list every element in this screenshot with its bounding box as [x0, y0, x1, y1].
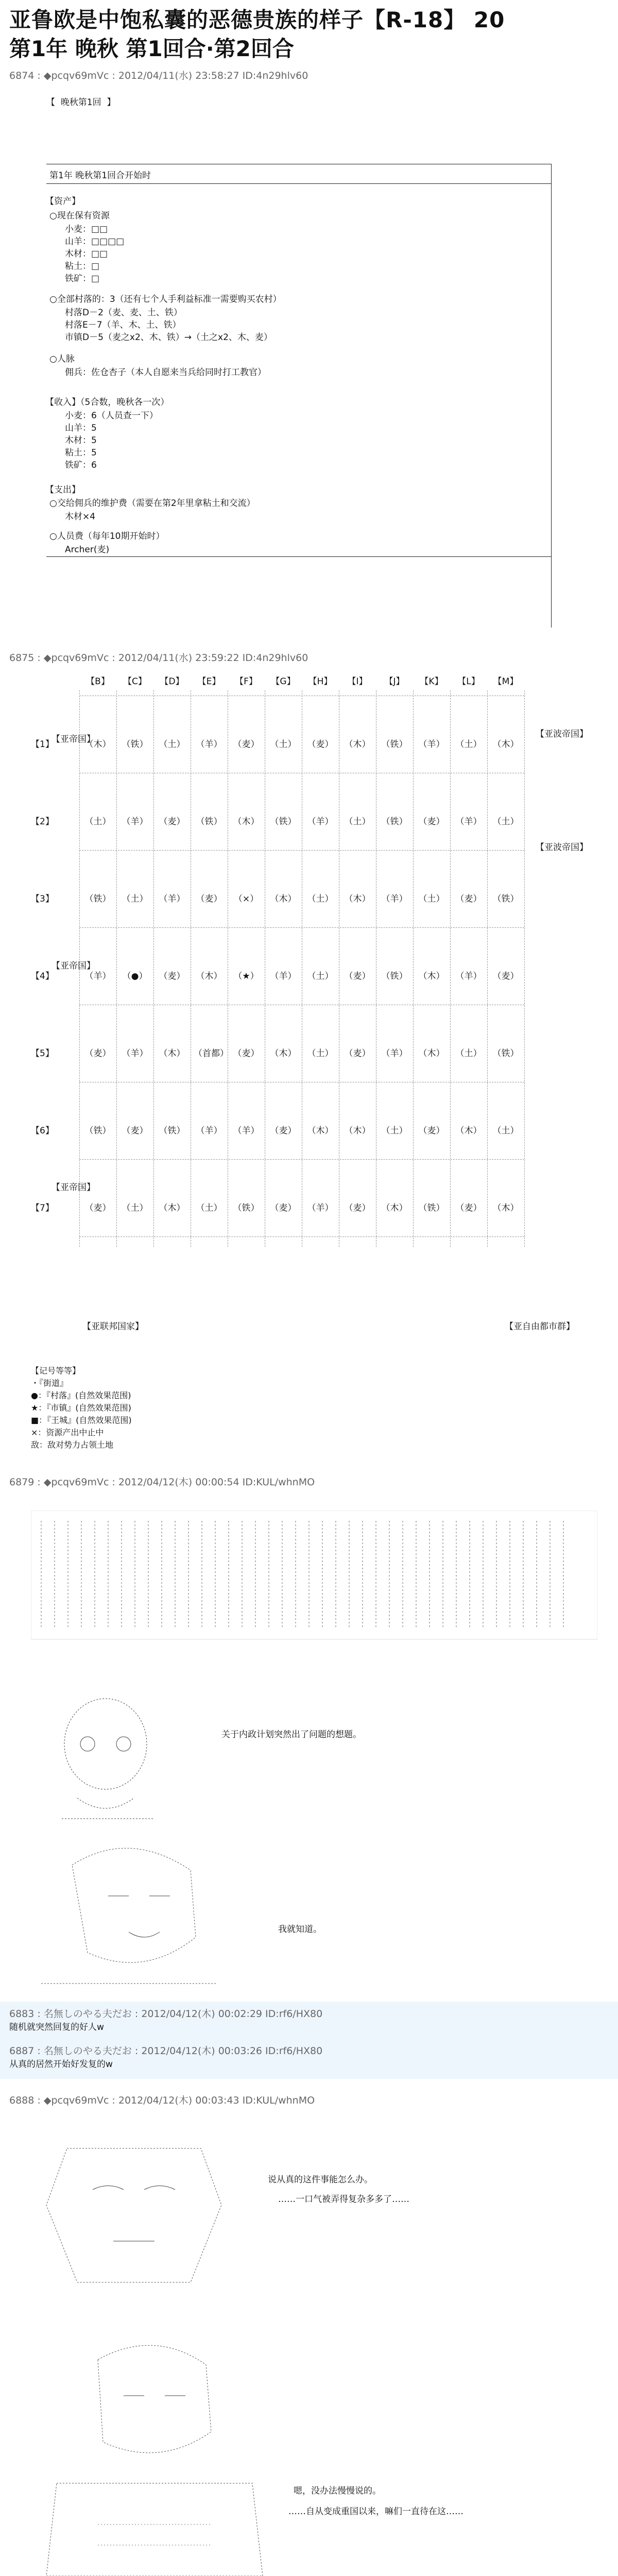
map-tile: （木）: [159, 1203, 185, 1213]
map-column-header: 【I】: [347, 676, 368, 687]
legend-line: ・『街道』: [31, 1378, 68, 1388]
resource-line: 粘土：□: [65, 261, 100, 272]
map-tile: （麦）: [455, 894, 482, 904]
map-grid-line: [79, 927, 524, 928]
map-tile: （木）: [270, 1048, 297, 1059]
map-column-header: 【G】: [271, 676, 296, 687]
map-tile: （土）: [196, 1203, 222, 1213]
map-row-header: 【1】: [31, 739, 54, 750]
map-grid-line: [116, 690, 117, 1247]
map-tile: （铁）: [418, 1203, 445, 1213]
map-tile: （木）: [84, 739, 111, 750]
legend-line: ●：『村落』(自然效果范围): [31, 1391, 131, 1400]
expense-line: 木材×4: [65, 512, 96, 522]
map-tile: （羊）: [122, 1048, 148, 1059]
map-tile: （铁）: [122, 739, 148, 750]
divider: [46, 183, 551, 184]
map-tile: （麦）: [270, 1126, 297, 1136]
section-title: 第1年 晚秋第1回合开始时: [49, 171, 151, 181]
expense-line: ○人员费（每年10期开始时）: [49, 531, 165, 541]
post-header: 6887 : 名無しのやる夫だお : 2012/04/12(木) 00:03:26 ID:rf6/HX80: [9, 2045, 323, 2057]
map-tile: （●）: [122, 971, 148, 981]
map-tile: （铁）: [196, 817, 222, 827]
map-tile: （麦）: [344, 1203, 371, 1213]
map-tile: （木）: [492, 739, 519, 750]
map-tile: （麦）: [159, 817, 185, 827]
page-title: 亚鲁欧是中饱私囊的恶德贵族的样子【R-18】 20: [9, 7, 505, 32]
region-label: 【亚帝国】: [52, 734, 95, 744]
post-header: 6888 : ◆pcqv69mVc : 2012/04/12(木) 00:03:43 ID:KUL/whnMO: [9, 2095, 315, 2106]
map-tile: （铁）: [233, 1203, 260, 1213]
map-column-header: 【H】: [308, 676, 333, 687]
post-header: 6883 : 名無しのやる夫だお : 2012/04/12(木) 00:02:29 ID:rf6/HX80: [9, 2008, 323, 2020]
map-tile: （土）: [492, 1126, 519, 1136]
map-tile: （麦）: [344, 1048, 371, 1059]
map-column-header: 【C】: [123, 676, 147, 687]
map-tile: （麦）: [418, 817, 445, 827]
map-tile: （羊）: [455, 817, 482, 827]
map-column-header: 【K】: [420, 676, 443, 687]
map-tile: （土）: [418, 894, 445, 904]
face-ascii-art: [36, 2128, 232, 2298]
map-column-header: 【D】: [160, 676, 184, 687]
resources-heading: 【资产】: [45, 196, 80, 207]
resource-line: 木材：□□: [65, 249, 108, 259]
map-tile: （羊）: [418, 739, 445, 750]
map-tile: （羊）: [381, 1048, 408, 1059]
dialogue-text: 我就知道。: [278, 1924, 322, 1935]
legend-heading: 【记号等等】: [31, 1366, 81, 1376]
region-label: 【亚波帝国】: [536, 729, 588, 739]
map-grid-line: [79, 1236, 524, 1237]
dialogue-text: ……一口气被弄得复杂多多了……: [278, 2194, 409, 2205]
map-tile: （铁）: [159, 1126, 185, 1136]
map-tile: （木）: [344, 1126, 371, 1136]
map-tile: （麦）: [455, 1203, 482, 1213]
map-tile: （土）: [159, 739, 185, 750]
map-tile: （土）: [307, 1048, 334, 1059]
resource-line: 铁矿：□: [65, 274, 100, 284]
map-tile: （木）: [344, 739, 371, 750]
harvest-line: 铁矿：6: [65, 460, 97, 470]
map-tile: （土）: [455, 739, 482, 750]
map-column-header: 【F】: [235, 676, 258, 687]
map-row-header: 【4】: [31, 971, 54, 981]
map-row-header: 【6】: [31, 1126, 54, 1136]
map-tile: （木）: [307, 1126, 334, 1136]
income-line: 村落D－2（麦、麦、土、铁）: [65, 308, 182, 318]
map-column-header: 【M】: [493, 676, 519, 687]
divider: [551, 164, 552, 628]
map-grid-line: [79, 1159, 524, 1160]
post-header: 6875 : ◆pcqv69mVc : 2012/04/11(水) 23:59:22 ID:4n29hlv60: [9, 652, 308, 664]
map-tile: （土）: [122, 894, 148, 904]
map-grid-line: [153, 690, 154, 1247]
map-tile: （麦）: [270, 1203, 297, 1213]
harvest-line: 山羊：5: [65, 423, 97, 433]
map-tile: （麦）: [84, 1048, 111, 1059]
harvest-heading: 【收入】（5合数，晚秋各一次）: [45, 397, 169, 408]
map-tile: （麦）: [344, 971, 371, 981]
harvest-line: 粘土：5: [65, 448, 97, 458]
map-tile: （木）: [270, 894, 297, 904]
map-tile: （羊）: [307, 1203, 334, 1213]
map-tile: （土）: [381, 1126, 408, 1136]
crowd-ascii-art: [31, 1511, 597, 1645]
map-tile: （羊）: [381, 894, 408, 904]
map-column-header: 【J】: [384, 676, 405, 687]
map-tile: （羊）: [196, 1126, 222, 1136]
map-column-header: 【B】: [86, 676, 110, 687]
divider: [46, 556, 551, 557]
page-subtitle: 第1年 晚秋 第1回合·第2回合: [9, 36, 294, 61]
income-heading: ○全部村落的：3（还有七个人手利益标准一需要购买农村）: [49, 294, 282, 304]
map-tile: （木）: [418, 1048, 445, 1059]
post-header: 6874 : ◆pcqv69mVc : 2012/04/11(水) 23:58:27 ID:4n29hlv60: [9, 70, 308, 81]
map-tile: （铁）: [84, 894, 111, 904]
map-tile: （土）: [307, 894, 334, 904]
map-tile: （麦）: [159, 971, 185, 981]
map-tile: （木）: [233, 817, 260, 827]
map-grid-line: [524, 690, 525, 1247]
map-tile: （铁）: [492, 894, 519, 904]
map-tile: （麦）: [418, 1126, 445, 1136]
map-column-header: 【E】: [197, 676, 221, 687]
region-label: 【亚波帝国】: [536, 842, 588, 853]
map-tile: （羊）: [270, 971, 297, 981]
harvest-line: 小麦：6（人员查一下）: [65, 411, 158, 421]
legend-line: ■：『王城』(自然效果范围): [31, 1415, 132, 1425]
region-label: 【亚帝国】: [52, 961, 95, 971]
box-title: 【 晚秋第1回 】: [46, 97, 116, 108]
map-tile: （麦）: [84, 1203, 111, 1213]
comment-text: 从真的居然开始好发复的w: [9, 2059, 113, 2070]
map-tile: （麦）: [233, 1048, 260, 1059]
map-row-header: 【7】: [31, 1203, 54, 1213]
income-line: 市镇D－5（麦之x2、木、铁）→（土之x2、木、麦）: [65, 332, 272, 343]
comment-text: 随机就突然回复的好人w: [9, 2022, 104, 2032]
map-tile: （羊）: [233, 1126, 260, 1136]
resource-line: 小麦：□□: [65, 224, 108, 234]
map-tile: （土）: [84, 817, 111, 827]
region-label: 【亚帝国】: [52, 1182, 95, 1193]
map-tile: （羊）: [455, 971, 482, 981]
map-tile: （土）: [122, 1203, 148, 1213]
map-tile: （×）: [233, 894, 259, 904]
legend-line: ★：『市镇』(自然效果范围): [31, 1403, 131, 1413]
map-tile: （铁）: [381, 817, 408, 827]
legend-line: ×：资源产出中止中: [31, 1428, 104, 1437]
map-tile: （铁）: [381, 971, 408, 981]
map-tile: （土）: [307, 971, 334, 981]
map-tile: （首都）: [194, 1048, 229, 1059]
region-label: 【亚自由都市群】: [505, 1321, 575, 1332]
map-column-header: 【L】: [457, 676, 480, 687]
dialogue-text: 关于内政计划突然出了问题的想题。: [221, 1730, 362, 1740]
map-tile: （麦）: [196, 894, 222, 904]
map-tile: （★）: [233, 971, 259, 981]
map-tile: （羊）: [122, 817, 148, 827]
map-grid-line: [487, 690, 488, 1247]
character-ascii-art: [36, 2329, 273, 2576]
harvest-line: 木材：5: [65, 435, 97, 446]
map-tile: （铁）: [381, 739, 408, 750]
map-tile: （木）: [455, 1126, 482, 1136]
map-grid-line: [450, 690, 451, 1247]
people-heading: ○人脉: [49, 354, 75, 364]
income-line: 村落E－7（羊、木、土、铁）: [65, 320, 181, 330]
map-tile: （麦）: [233, 739, 260, 750]
expense-line: ○交给佣兵的维护费（需要在第2年里拿粘土和交流）: [49, 498, 255, 509]
expense-line: Archer(麦): [65, 545, 110, 555]
people-line: 佣兵：佐仓杏子（本人自愿来当兵给同时打工教官）: [65, 367, 266, 378]
map-tile: （羊）: [307, 817, 334, 827]
map-tile: （羊）: [84, 971, 111, 981]
map-tile: （铁）: [270, 817, 297, 827]
map-tile: （木）: [381, 1203, 408, 1213]
face-ascii-art: [46, 1695, 170, 1824]
map-tile: （麦）: [307, 739, 334, 750]
post-header: 6879 : ◆pcqv69mVc : 2012/04/12(木) 00:00:54 ID:KUL/whnMO: [9, 1477, 315, 1488]
resources-owned: ○现在保有资源: [49, 211, 110, 221]
expense-heading: 【支出】: [45, 485, 80, 495]
map-grid-line: [413, 690, 414, 1247]
map-tile: （木）: [196, 971, 222, 981]
resource-line: 山羊：□□□□: [65, 236, 125, 247]
status-sheet: [46, 92, 597, 504]
map-tile: （羊）: [196, 739, 222, 750]
map-tile: （土）: [455, 1048, 482, 1059]
map-tile: （铁）: [492, 1048, 519, 1059]
map-tile: （铁）: [84, 1126, 111, 1136]
map-tile: （土）: [270, 739, 297, 750]
legend-line: 敌：敌对势力占领土地: [31, 1440, 114, 1450]
dialogue-text: 说从真的这件事能怎么办。: [268, 2175, 373, 2185]
character-ascii-art: [41, 1834, 227, 1989]
map-tile: （木）: [344, 894, 371, 904]
dialogue-text: 嗯，没办法慢慢说的。: [294, 2486, 381, 2496]
map-tile: （木）: [492, 1203, 519, 1213]
map-tile: （木）: [418, 971, 445, 981]
region-label: 【亚联邦国家】: [82, 1321, 144, 1332]
map-row-header: 【3】: [31, 894, 54, 904]
map-row-header: 【5】: [31, 1048, 54, 1059]
map-tile: （土）: [344, 817, 371, 827]
map-row-header: 【2】: [31, 817, 54, 827]
dialogue-text: ……自从变成重国以来，嘛们一直待在这……: [288, 2506, 464, 2517]
map-tile: （土）: [492, 817, 519, 827]
map-tile: （麦）: [122, 1126, 148, 1136]
map-tile: （麦）: [492, 971, 519, 981]
territory-map: [31, 670, 597, 1360]
map-grid-line: [79, 850, 524, 851]
map-tile: （羊）: [159, 894, 185, 904]
map-tile: （木）: [159, 1048, 185, 1059]
